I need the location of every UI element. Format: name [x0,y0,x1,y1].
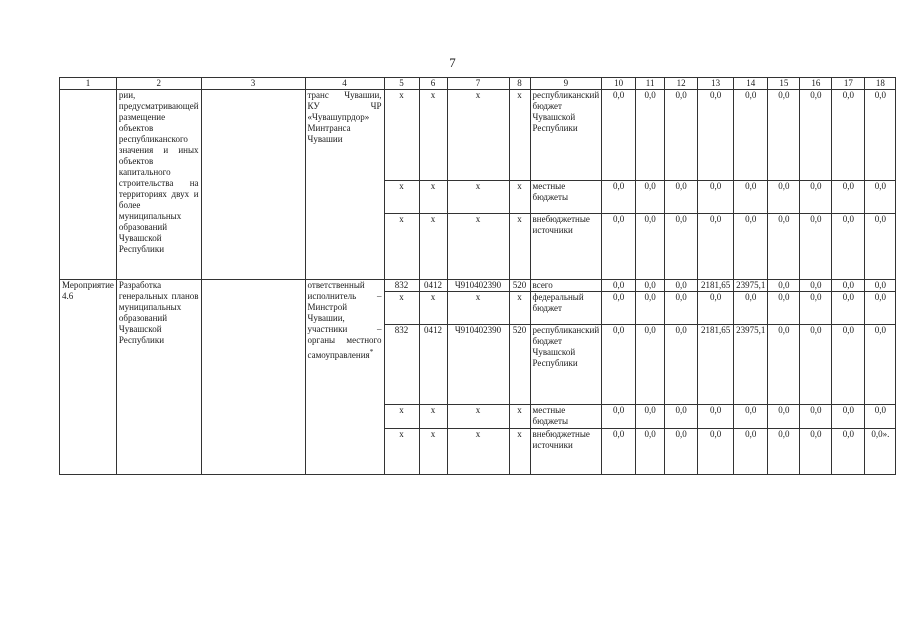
section-cell: x [419,90,447,181]
target-article-cell: x [447,181,509,214]
value-cell: 0,0 [800,90,832,181]
funding-source-cell: местные бюджеты [530,181,602,214]
column-number: 3 [201,78,305,90]
value-cell: 0,0 [734,405,768,429]
column-number: 9 [530,78,602,90]
value-cell: 0,0 [768,90,800,181]
value-cell: 0,0 [800,214,832,280]
value-cell: 0,0 [768,429,800,475]
expense-type-cell: 520 [509,280,530,292]
expense-type-cell: x [509,214,530,280]
value-cell: 0,0 [636,181,665,214]
column-number: 18 [865,78,896,90]
section-cell: 0412 [419,280,447,292]
footnote-mark: * [369,347,374,356]
executor-cell [305,280,384,475]
funding-source-cell: всего [530,280,602,292]
column-number: 6 [419,78,447,90]
grbs-cell: x [384,429,419,475]
expense-type-cell: x [509,181,530,214]
value-cell: 0,0 [832,214,865,280]
value-cell: 0,0 [602,90,636,181]
table-row [60,90,896,181]
column-number-row [60,78,896,90]
value-cell: 0,0 [734,181,768,214]
value-cell: 0,0 [865,325,896,405]
value-cell: 0,0 [665,405,698,429]
value-cell: 0,0 [800,405,832,429]
expense-type-cell: 520 [509,325,530,405]
value-cell: 0,0 [768,181,800,214]
expense-type-cell: x [509,90,530,181]
column-number: 11 [636,78,665,90]
funding-source-cell: внебюджетные источники [530,429,602,475]
funding-source-cell: республиканский бюджет Чувашской Республики [530,325,602,405]
grbs-cell: x [384,90,419,181]
column-number: 8 [509,78,530,90]
value-cell: 0,0 [698,429,734,475]
value-cell: 0,0 [602,214,636,280]
program-table [59,77,896,475]
value-cell: 0,0 [698,292,734,325]
value-cell: 23975,1 [734,280,768,292]
value-cell: 0,0 [865,405,896,429]
grbs-cell: 832 [384,325,419,405]
expense-type-cell: x [509,292,530,325]
column-number: 14 [734,78,768,90]
target-article-cell: x [447,292,509,325]
value-cell: 23975,1 [734,325,768,405]
value-cell: 0,0 [865,214,896,280]
page-number: 7 [449,55,456,70]
executor-cell: транс Чувашии, КУ ЧР «Чувашупрдор» Минтранса Чувашии [305,90,384,280]
target-article-cell: x [447,405,509,429]
column-number: 12 [665,78,698,90]
value-cell: 0,0 [832,292,865,325]
value-cell: 0,0 [768,325,800,405]
grbs-cell: x [384,405,419,429]
value-cell: 0,0 [602,325,636,405]
value-cell: 0,0 [602,292,636,325]
column-number: 13 [698,78,734,90]
value-cell: 0,0 [636,325,665,405]
column-number: 15 [768,78,800,90]
value-cell: 0,0 [636,405,665,429]
section-cell: x [419,405,447,429]
value-cell: 0,0 [636,429,665,475]
expense-type-cell: x [509,429,530,475]
value-cell: 0,0 [768,292,800,325]
value-cell: 0,0 [734,214,768,280]
value-cell: 0,0 [865,280,896,292]
value-cell: 0,0 [636,214,665,280]
value-cell: 0,0 [602,429,636,475]
column-number: 1 [60,78,117,90]
value-cell: 0,0 [636,90,665,181]
column-number: 7 [447,78,509,90]
funding-source-cell: внебюджетные источники [530,214,602,280]
executor-text: ответственный исполнитель – Минстрой Чувашии, участники – органы местного самоуправления [307,280,382,360]
value-cell: 0,0 [832,429,865,475]
value-cell: 0,0 [768,280,800,292]
grbs-cell: x [384,292,419,325]
event-name-cell: Разработка генеральных планов муниципальных образований Чувашской Республики [116,280,201,475]
column-number: 2 [116,78,201,90]
value-cell: 0,0 [800,292,832,325]
value-cell: 0,0 [602,181,636,214]
event-name-cell: рии, предусматривающей размещение объектов республиканского значения и иных объектов капитального строительства на территориях двух и более муниципальных образований Чувашской Республики [116,90,201,280]
value-cell: 0,0 [832,405,865,429]
value-cell: 0,0 [832,325,865,405]
value-cell: 0,0 [698,214,734,280]
value-cell: 0,0 [832,90,865,181]
value-cell: 0,0 [665,181,698,214]
target-article-cell: Ч910402390 [447,325,509,405]
column-number: 17 [832,78,865,90]
value-cell: 0,0 [665,214,698,280]
value-cell: 0,0 [734,292,768,325]
value-cell: 0,0 [800,280,832,292]
value-cell: 0,0 [865,90,896,181]
funding-source-cell: республиканский бюджет Чувашской Республики [530,90,602,181]
goal-cell [201,90,305,280]
value-cell: 0,0 [665,292,698,325]
column-number: 10 [602,78,636,90]
table-row [60,280,896,292]
value-cell: 0,0 [832,181,865,214]
event-number-cell [60,90,117,280]
value-cell: 0,0 [734,90,768,181]
column-number: 5 [384,78,419,90]
section-cell: x [419,429,447,475]
value-cell: 0,0 [768,405,800,429]
section-cell: 0412 [419,325,447,405]
section-cell: x [419,214,447,280]
grbs-cell: 832 [384,280,419,292]
value-cell: 0,0». [865,429,896,475]
column-number: 4 [305,78,384,90]
value-cell: 0,0 [665,90,698,181]
value-cell: 0,0 [865,292,896,325]
value-cell: 0,0 [665,325,698,405]
value-cell: 0,0 [768,214,800,280]
value-cell: 0,0 [800,429,832,475]
target-article-cell: x [447,90,509,181]
funding-source-cell: местные бюджеты [530,405,602,429]
value-cell: 0,0 [665,280,698,292]
value-cell: 0,0 [832,280,865,292]
section-cell: x [419,181,447,214]
value-cell: 0,0 [636,280,665,292]
target-article-cell: Ч910402390 [447,280,509,292]
value-cell: 0,0 [698,90,734,181]
value-cell: 0,0 [698,405,734,429]
goal-cell [201,280,305,475]
value-cell: 0,0 [800,325,832,405]
value-cell: 2181,65 [698,280,734,292]
grbs-cell: x [384,181,419,214]
value-cell: 0,0 [665,429,698,475]
value-cell: 0,0 [636,292,665,325]
target-article-cell: x [447,429,509,475]
value-cell: 0,0 [698,181,734,214]
expense-type-cell: x [509,405,530,429]
event-number-cell: Мероприятие 4.6 [60,280,117,475]
value-cell: 2181,65 [698,325,734,405]
section-cell: x [419,292,447,325]
grbs-cell: x [384,214,419,280]
value-cell: 0,0 [602,280,636,292]
value-cell: 0,0 [734,429,768,475]
value-cell: 0,0 [865,181,896,214]
target-article-cell: x [447,214,509,280]
value-cell: 0,0 [800,181,832,214]
funding-source-cell: федеральный бюджет [530,292,602,325]
value-cell: 0,0 [602,405,636,429]
column-number: 16 [800,78,832,90]
